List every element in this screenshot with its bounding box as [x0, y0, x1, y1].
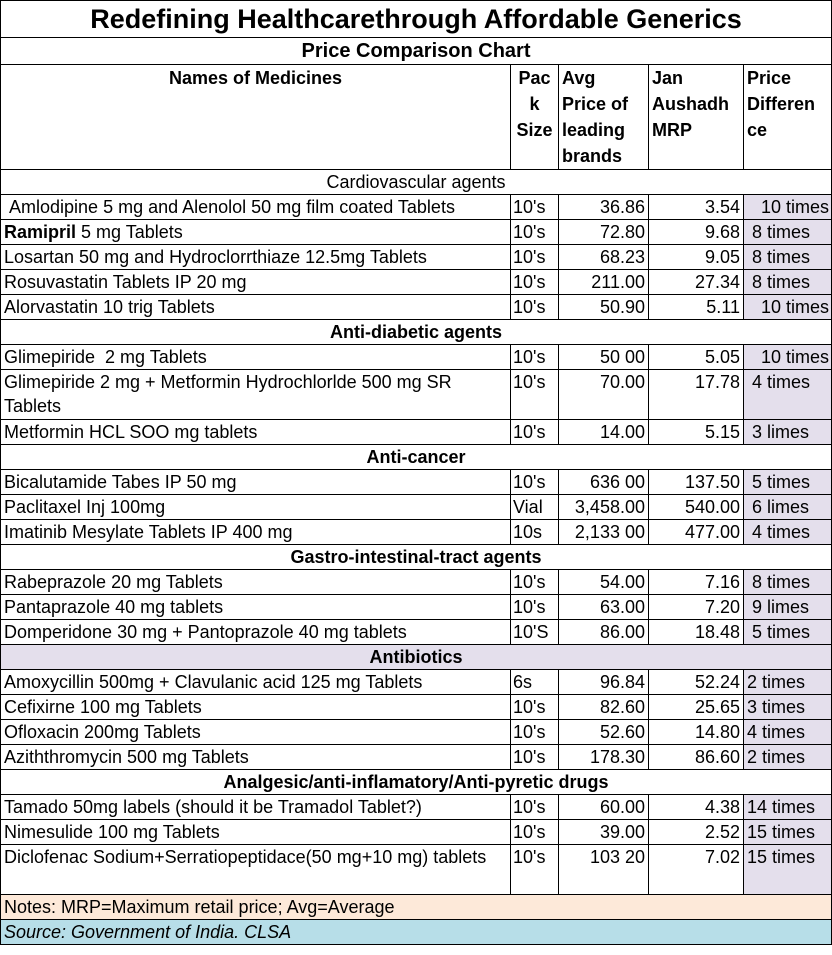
medicine-name: Amlodipine 5 mg and Alenolol 50 mg film coated Tablets [1, 195, 511, 220]
medicine-name: Aziththromycin 500 mg Tablets [1, 745, 511, 770]
avg-brand-price: 68.23 [559, 245, 649, 270]
avg-brand-price: 86.00 [559, 620, 649, 645]
price-difference: 5 times [744, 470, 832, 495]
pack-size: 10's [511, 820, 559, 845]
price-difference: 6 limes [744, 495, 832, 520]
jan-aushadh-mrp: 5.15 [649, 420, 744, 445]
pack-size: 10's [511, 745, 559, 770]
pack-size: 10's [511, 795, 559, 820]
avg-brand-price: 36.86 [559, 195, 649, 220]
medicine-name: Alorvastatin 10 trig Tablets [1, 295, 511, 320]
header-avg-price-line-3: leading [562, 120, 626, 140]
jan-aushadh-mrp: 86.60 [649, 745, 744, 770]
medicine-row [1, 745, 832, 770]
pack-size: 10's [511, 245, 559, 270]
avg-brand-price: 60.00 [559, 795, 649, 820]
medicine-row [1, 820, 832, 845]
jan-aushadh-mrp: 4.38 [649, 795, 744, 820]
pack-size: 10's [511, 420, 559, 445]
medicine-name: Losartan 50 mg and Hydroclorrthiaze 12.5mg Tablets [1, 245, 511, 270]
price-difference: 10 times [744, 295, 832, 320]
price-difference: 4 times [744, 720, 832, 745]
pack-size: 10's [511, 195, 559, 220]
price-difference: 9 limes [744, 595, 832, 620]
medicine-row [1, 245, 832, 270]
medicine-row [1, 720, 832, 745]
price-difference: 8 times [744, 570, 832, 595]
jan-aushadh-mrp: 7.02 [649, 845, 744, 895]
medicine-row [1, 570, 832, 595]
medicine-row [1, 195, 832, 220]
medicine-name: Rabeprazole 20 mg Tablets [1, 570, 511, 595]
pack-size: 10'S [511, 620, 559, 645]
notes-text: Notes: MRP=Maximum retail price; Avg=Average [1, 895, 832, 920]
medicine-row [1, 845, 832, 895]
medicine-name: Imatinib Mesylate Tablets IP 400 mg [1, 520, 511, 545]
medicine-row [1, 420, 832, 445]
header-price-difference [744, 65, 832, 170]
jan-aushadh-mrp: 9.05 [649, 245, 744, 270]
price-difference: 8 times [744, 270, 832, 295]
price-difference: 4 times [744, 370, 832, 420]
price-difference: 15 times [744, 845, 832, 895]
medicine-name: Glimepiride 2 mg Tablets [1, 345, 511, 370]
medicine-name: Pantaprazole 40 mg tablets [1, 595, 511, 620]
header-avg-price [559, 65, 649, 170]
pack-size: 10s [511, 520, 559, 545]
pack-size: 10's [511, 570, 559, 595]
avg-brand-price: 39.00 [559, 820, 649, 845]
medicine-name: Tamado 50mg labels (should it be Tramadol Tablet?) [1, 795, 511, 820]
price-difference: 15 times [744, 820, 832, 845]
avg-brand-price: 96.84 [559, 670, 649, 695]
chart-subtitle: Price Comparison Chart [1, 38, 832, 65]
medicine-name: Metformin HCL SOO mg tablets [1, 420, 511, 445]
price-difference: 5 times [744, 620, 832, 645]
group-header-row [1, 170, 832, 195]
pack-size: 10's [511, 595, 559, 620]
avg-brand-price: 50 00 [559, 345, 649, 370]
avg-brand-price: 54.00 [559, 570, 649, 595]
pack-size: 10's [511, 270, 559, 295]
jan-aushadh-mrp: 5.11 [649, 295, 744, 320]
header-price-difference-line-3: ce [747, 120, 768, 140]
header-avg-price-line-2: Price of [562, 94, 629, 114]
medicine-name: Glimepiride 2 mg + Metformin Hydrochlorlde 500 mg SR Tablets [1, 370, 511, 420]
jan-aushadh-mrp: 7.16 [649, 570, 744, 595]
avg-brand-price: 50.90 [559, 295, 649, 320]
group-name: Cardiovascular agents [1, 170, 832, 195]
medicine-name: Rosuvastatin Tablets IP 20 mg [1, 270, 511, 295]
jan-aushadh-mrp: 14.80 [649, 720, 744, 745]
pack-size: 10's [511, 345, 559, 370]
jan-aushadh-mrp: 17.78 [649, 370, 744, 420]
price-difference: 3 times [744, 695, 832, 720]
jan-aushadh-mrp: 5.05 [649, 345, 744, 370]
group-name: Gastro-intestinal-tract agents [1, 545, 832, 570]
medicine-row [1, 220, 832, 245]
jan-aushadh-mrp: 9.68 [649, 220, 744, 245]
avg-brand-price: 82.60 [559, 695, 649, 720]
header-price-difference-line-2: Differen [747, 94, 816, 114]
jan-aushadh-mrp: 3.54 [649, 195, 744, 220]
medicine-name: Amoxycillin 500mg + Clavulanic acid 125 mg Tablets [1, 670, 511, 695]
pack-size: 10's [511, 295, 559, 320]
medicine-name: Paclitaxel Inj 100mg [1, 495, 511, 520]
header-jan-aushadh-line-1: Jan [652, 68, 684, 88]
avg-brand-price: 52.60 [559, 720, 649, 745]
price-difference: 10 times [744, 345, 832, 370]
price-difference: 2 times [744, 670, 832, 695]
medicine-row [1, 620, 832, 645]
header-jan-aushadh-line-3: MRP [652, 120, 692, 140]
medicine-name: Diclofenac Sodium+Serratiopeptidace(50 mg+10 mg) tablets [1, 845, 511, 895]
avg-brand-price: 636 00 [559, 470, 649, 495]
price-difference: 10 times [744, 195, 832, 220]
pack-size: Vial [511, 495, 559, 520]
medicine-name: Cefixirne 100 mg Tablets [1, 695, 511, 720]
pack-size: 10's [511, 845, 559, 895]
medicine-row [1, 595, 832, 620]
avg-brand-price: 178.30 [559, 745, 649, 770]
page-title: Redefining Healthcarethrough Affordable Generics [1, 1, 832, 38]
medicine-row [1, 670, 832, 695]
header-pack-size-line-2: k [529, 94, 540, 114]
group-name: Anti-cancer [1, 445, 832, 470]
avg-brand-price: 103 20 [559, 845, 649, 895]
pack-size: 10's [511, 695, 559, 720]
medicine-row [1, 520, 832, 545]
jan-aushadh-mrp: 2.52 [649, 820, 744, 845]
medicine-row [1, 470, 832, 495]
header-pack-size-line-1: Pac [518, 68, 551, 88]
price-difference: 2 times [744, 745, 832, 770]
price-difference: 4 times [744, 520, 832, 545]
group-header-row [1, 645, 832, 670]
header-jan-aushadh-line-2: Aushadh [652, 94, 730, 114]
group-header-row [1, 445, 832, 470]
group-name: Antibiotics [1, 645, 832, 670]
avg-brand-price: 63.00 [559, 595, 649, 620]
price-difference: 8 times [744, 245, 832, 270]
medicine-row [1, 345, 832, 370]
medicine-row [1, 370, 832, 420]
jan-aushadh-mrp: 52.24 [649, 670, 744, 695]
pack-size: 10's [511, 370, 559, 420]
medicine-row [1, 295, 832, 320]
header-pack-size [511, 65, 559, 170]
group-header-row [1, 320, 832, 345]
header-avg-price-line-4: brands [562, 146, 623, 166]
jan-aushadh-mrp: 25.65 [649, 695, 744, 720]
jan-aushadh-mrp: 540.00 [649, 495, 744, 520]
avg-brand-price: 72.80 [559, 220, 649, 245]
medicine-name-bold: Ramipril [4, 222, 77, 242]
medicine-name: Bicalutamide Tabes IP 50 mg [1, 470, 511, 495]
header-names-of-medicines: Names of Medicines [1, 65, 511, 170]
pack-size: 10's [511, 220, 559, 245]
pack-size: 10's [511, 470, 559, 495]
medicine-name-rest: 5 mg Tablets [76, 222, 183, 242]
header-row [1, 65, 832, 170]
jan-aushadh-mrp: 27.34 [649, 270, 744, 295]
group-name: Analgesic/anti-inflamatory/Anti-pyretic drugs [1, 770, 832, 795]
group-name: Anti-diabetic agents [1, 320, 832, 345]
medicine-name: Nimesulide 100 mg Tablets [1, 820, 511, 845]
header-price-difference-line-1: Price [747, 68, 792, 88]
jan-aushadh-mrp: 137.50 [649, 470, 744, 495]
avg-brand-price: 3,458.00 [559, 495, 649, 520]
price-difference: 14 times [744, 795, 832, 820]
medicine-row [1, 270, 832, 295]
avg-brand-price: 14.00 [559, 420, 649, 445]
medicine-name: Ofloxacin 200mg Tablets [1, 720, 511, 745]
avg-brand-price: 2,133 00 [559, 520, 649, 545]
source-text: Source: Government of India. CLSA [1, 920, 832, 945]
medicine-name: Domperidone 30 mg + Pantoprazole 40 mg tablets [1, 620, 511, 645]
price-difference: 8 times [744, 220, 832, 245]
group-header-row [1, 770, 832, 795]
medicine-name [1, 220, 511, 245]
pack-size: 10's [511, 720, 559, 745]
medicine-row [1, 695, 832, 720]
group-header-row [1, 545, 832, 570]
avg-brand-price: 211.00 [559, 270, 649, 295]
jan-aushadh-mrp: 477.00 [649, 520, 744, 545]
header-avg-price-line-1: Avg [562, 68, 596, 88]
medicine-row [1, 795, 832, 820]
jan-aushadh-mrp: 18.48 [649, 620, 744, 645]
pack-size: 6s [511, 670, 559, 695]
avg-brand-price: 70.00 [559, 370, 649, 420]
header-pack-size-line-3: Size [516, 120, 553, 140]
price-difference: 3 limes [744, 420, 832, 445]
medicine-row [1, 495, 832, 520]
header-jan-aushadh-mrp [649, 65, 744, 170]
jan-aushadh-mrp: 7.20 [649, 595, 744, 620]
